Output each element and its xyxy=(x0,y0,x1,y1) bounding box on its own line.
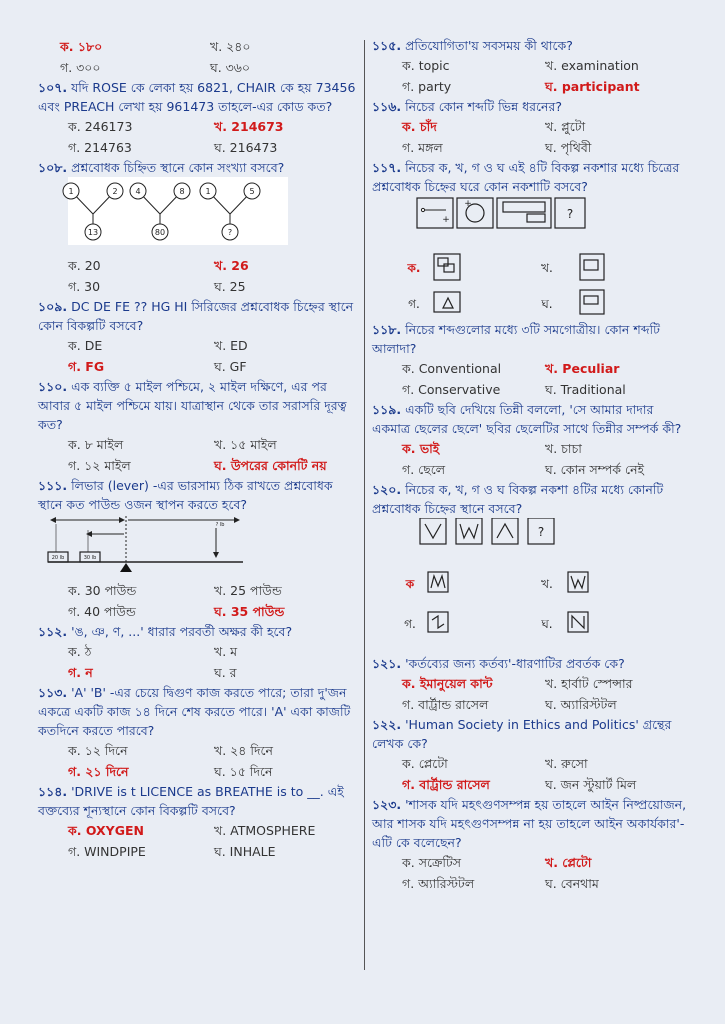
answer-options xyxy=(68,335,360,377)
left-column xyxy=(38,36,360,862)
answer-option: গ. 214763 xyxy=(68,140,132,155)
question-number: ১১১. xyxy=(38,478,68,493)
answer-option: ঘ. 216473 xyxy=(214,140,278,155)
question-body: 'Human Society in Ethics and Politics' গ্রন্থের লেখক কে? xyxy=(372,717,672,751)
answer-option: খ. ATMOSPHERE xyxy=(214,823,316,838)
answer-options xyxy=(402,753,688,795)
question-text xyxy=(372,97,688,116)
correct-answer-option: গ. ন xyxy=(68,665,93,680)
figure-label: 80 xyxy=(154,228,166,237)
figure-label: ? lb xyxy=(215,522,225,528)
question-body: প্রতিযোগিতা'য় সবসময় কী থাকে? xyxy=(401,38,573,53)
right-column xyxy=(372,36,688,894)
answer-option: ঘ. ১৫ দিনে xyxy=(214,764,273,779)
tree-figure xyxy=(38,177,328,247)
figure-label: খ. xyxy=(541,577,553,591)
question-text xyxy=(372,795,688,852)
question-number: ১২২. xyxy=(372,717,402,732)
pattern-box xyxy=(456,518,482,544)
answer-option: ঘ. অ্যারিস্টটল xyxy=(545,697,617,712)
correct-answer-option: খ. 26 xyxy=(214,258,249,273)
answer-option: ক. Conventional xyxy=(402,361,502,376)
question-text xyxy=(372,654,688,673)
figure-label: 20 lb xyxy=(51,555,65,561)
inner-shape xyxy=(438,258,448,266)
inner-shape xyxy=(584,260,598,270)
option-box xyxy=(568,572,588,592)
question-text xyxy=(372,36,688,55)
question-body: নিচের ক, খ, গ ও ঘ এই ৪টি বিকল্প নকশার মধ্যে চিত্রের প্রশ্নবোধক চিহ্নের ঘরে কোন নকশাটি বসবে? xyxy=(372,160,680,194)
question-text xyxy=(38,158,360,177)
arrow-head xyxy=(234,517,240,523)
fulcrum xyxy=(120,563,132,572)
answer-option: ঘ. জন স্টুয়ার্ট মিল xyxy=(545,777,637,792)
answer-option: গ. ৩০০ xyxy=(60,60,101,75)
answer-option: খ. চাচা xyxy=(545,441,582,456)
correct-answer-option: ক. চাঁদ xyxy=(402,119,437,134)
answer-option: ক. ৮ মাইল xyxy=(68,437,124,452)
correct-answer-option: ক. OXYGEN xyxy=(68,823,144,838)
column-divider xyxy=(364,40,365,970)
correct-answer-option: ঘ. 35 পাউন্ড xyxy=(214,604,285,619)
question-number: ১০৭. xyxy=(38,80,68,95)
answer-option: গ. Conservative xyxy=(402,382,501,397)
answer-option: খ. examination xyxy=(545,58,639,73)
answer-options xyxy=(402,358,688,400)
question-figure xyxy=(372,196,688,320)
answer-option: খ. রুসো xyxy=(545,756,588,771)
answer-option: খ. ২৪ দিনে xyxy=(214,743,273,758)
question-body: এক ব্যক্তি ৫ মাইল পশ্চিমে, ২ মাইল দক্ষিণে, এর পর আবার ৫ মাইল পশ্চিমে যায়। যাত্রাস্থান থেকে তার সরাসরি দূরত্ব কত? xyxy=(38,379,347,432)
figure-label: ঘ. xyxy=(541,297,553,311)
answer-option: খ. ED xyxy=(214,338,248,353)
arrow-head xyxy=(119,517,125,523)
answer-option: খ. ১৫ মাইল xyxy=(214,437,277,452)
figure-label: 4 xyxy=(135,187,141,196)
shape xyxy=(432,616,444,628)
shape xyxy=(421,208,424,211)
answer-option: ক. ঠ xyxy=(68,644,92,659)
answer-option: ক. 30 পাউন্ড xyxy=(68,583,137,598)
answer-option: গ. WINDPIPE xyxy=(68,844,146,859)
arrow-head xyxy=(86,531,92,537)
figure-label: ক xyxy=(405,577,415,591)
question-number: ১১৯. xyxy=(372,402,402,417)
question-number: ১১০. xyxy=(38,379,68,394)
answer-option: ঘ. র xyxy=(214,665,237,680)
question-figure xyxy=(38,177,360,255)
correct-answer-option: খ. 214673 xyxy=(214,119,284,134)
answer-option: খ. হার্বাট স্পেন্সার xyxy=(545,676,633,691)
answer-option: ঘ. GF xyxy=(214,359,247,374)
figure-label: খ. xyxy=(541,261,553,275)
figure-label: + xyxy=(442,215,450,225)
answer-options xyxy=(68,641,360,683)
question-text xyxy=(372,158,688,196)
question-body: একটি ছবি দেখিয়ে তিন্নী বললো, 'সে আমার দাদার একমাত্র ছেলের ছেলে' ছবির ছেলেটির সাথে তিন্নীর সম্পর্ক কী? xyxy=(372,402,682,436)
answer-option: ঘ. INHALE xyxy=(214,844,276,859)
answer-option: ঘ. পৃথিবী xyxy=(545,140,592,155)
question-text xyxy=(372,400,688,438)
arrow-head xyxy=(50,517,56,523)
question-body: 'A' 'B' -এর চেয়ে দ্বিগুণ কাজ করতে পারে; তারা দু'জন একত্রে একটি কাজ ১৪ দিনে শেষ করতে পারে। 'A' একা কাজটি কতদিনে করতে পারবে? xyxy=(38,685,351,738)
answer-option: গ. 40 পাউন্ড xyxy=(68,604,136,619)
question-text xyxy=(38,297,360,335)
correct-answer-option: খ. Peculiar xyxy=(545,361,620,376)
figure-label: 13 xyxy=(87,228,99,237)
answer-option: ক. সক্রেটিস xyxy=(402,855,462,870)
answer-option: খ. প্লুটো xyxy=(545,119,586,134)
question-number: ১০৯. xyxy=(38,299,68,314)
question-number: ১২১. xyxy=(372,656,402,671)
answer-option: খ. 25 পাউন্ড xyxy=(214,583,282,598)
correct-answer-option: ক. ১৮০ xyxy=(60,39,103,54)
pattern-figure-120 xyxy=(372,518,672,648)
pattern-box xyxy=(420,518,446,544)
answer-option: ক. 20 xyxy=(68,258,101,273)
answer-option: ঘ. কোন সম্পর্ক নেই xyxy=(545,462,645,477)
lever-figure xyxy=(38,514,248,574)
answer-options xyxy=(68,820,360,862)
question-body: যদি ROSE কে লেকা হয় 6821, CHAIR কে হয় 73456 এবং PREACH লেখা হয় 961473 তাহলে-এর কোড কত? xyxy=(38,80,356,114)
question-number: ১০৮. xyxy=(38,160,68,175)
figure-label: ঘ. xyxy=(541,617,553,631)
question-body: DC DE FE ?? HG HI সিরিজের প্রশ্নবোধক চিহ্নের স্থানে কোন বিকল্পটি বসবে? xyxy=(38,299,354,333)
w-shape xyxy=(460,524,478,538)
correct-answer-option: ক. ভাই xyxy=(402,441,440,456)
option-box xyxy=(434,292,460,312)
answer-option: ক. topic xyxy=(402,58,450,73)
answer-option: ঘ. Traditional xyxy=(545,382,626,397)
answer-option: গ. party xyxy=(402,79,452,94)
question-number: ১১৬. xyxy=(372,99,402,114)
question-number: ১১৮. xyxy=(372,322,402,337)
caret-shape xyxy=(497,524,513,538)
v-shape xyxy=(425,524,441,538)
figure-label: 1 xyxy=(205,187,211,196)
figure-label: ক. xyxy=(407,261,421,275)
question-number: ১১৪. xyxy=(38,784,68,799)
figure-label: 2 xyxy=(112,187,118,196)
question-number: ১১২. xyxy=(38,624,68,639)
question-text xyxy=(38,476,360,514)
question-text xyxy=(38,683,360,740)
answer-options xyxy=(68,740,360,782)
question-text xyxy=(38,377,360,434)
answer-option: খ. ম xyxy=(214,644,238,659)
shape xyxy=(571,576,585,588)
answer-option: ক. DE xyxy=(68,338,103,353)
figure-label: 30 lb xyxy=(83,555,97,561)
answer-option: গ. অ্যারিস্টটল xyxy=(402,876,475,891)
answer-options xyxy=(68,580,360,622)
question-text xyxy=(372,320,688,358)
answer-option: ক. 246173 xyxy=(68,119,133,134)
figure-label: + xyxy=(464,199,472,209)
question-body: 'শাসক যদি মহৎগুণসম্পন্ন হয় তাহলে আইন নিষ্প্রয়োজন, আর শাসক যদি মহৎগুণসম্পন্ন না হয় তাহলে আইন অকার্যকার'-এটি কে বলেছেন? xyxy=(372,797,687,850)
figure-label: ? xyxy=(227,228,233,237)
correct-answer-option: ঘ. উপরের কোনটি নয় xyxy=(214,458,327,473)
question-body: 'DRIVE is t LICENCE as BREATHE is to __. এই বক্তব্যের শূন্যস্থানে কোন বিকল্পটি বসবে? xyxy=(38,784,344,818)
figure-label: 5 xyxy=(249,187,255,196)
answer-option: গ. মঙ্গল xyxy=(402,140,443,155)
triangle xyxy=(443,298,453,308)
answer-option: ক. ১২ দিনে xyxy=(68,743,128,758)
answer-options xyxy=(402,852,688,894)
question-figure xyxy=(372,518,688,654)
inner-shape xyxy=(503,202,545,212)
answer-options xyxy=(68,116,360,158)
answer-options xyxy=(402,438,688,480)
shape xyxy=(572,616,584,628)
question-figure xyxy=(38,514,360,580)
figure-label: গ. xyxy=(408,297,420,311)
answer-options xyxy=(402,116,688,158)
answer-option: গ. ১২ মাইল xyxy=(68,458,131,473)
correct-answer-option: ঘ. participant xyxy=(545,79,640,94)
question-number: ১২০. xyxy=(372,482,402,497)
figure-label: গ. xyxy=(404,617,416,631)
question-text xyxy=(372,480,688,518)
pattern-box xyxy=(492,518,518,544)
question-number: ১১৭. xyxy=(372,160,402,175)
option-box xyxy=(428,572,448,592)
question-text xyxy=(38,782,360,820)
correct-answer-option: গ. বার্ট্রান্ড রাসেল xyxy=(402,777,490,792)
arrow-head xyxy=(213,552,219,558)
inner-shape xyxy=(584,296,598,304)
correct-answer-option: গ. FG xyxy=(68,359,105,374)
question-text xyxy=(372,715,688,753)
correct-answer-option: গ. ২১ দিনে xyxy=(68,764,129,779)
correct-answer-option: ক. ইমানুয়েল কান্ট xyxy=(402,676,493,691)
question-body: প্রশ্নবোধক চিহ্নিত স্থানে কোন সংখ্যা বসবে? xyxy=(67,160,285,175)
question-body: 'কর্তব্যের জন্য কর্তব্য'-ধারণাটির প্রবর্তক কে? xyxy=(401,656,625,671)
figure-label: ? xyxy=(566,207,574,221)
figure-label: 1 xyxy=(68,187,74,196)
question-number: ১১৩. xyxy=(38,685,68,700)
answer-option: খ. ২৪০ xyxy=(210,39,251,54)
pattern-box xyxy=(457,198,493,228)
figure-label: ? xyxy=(537,525,545,539)
answer-options xyxy=(68,434,360,476)
question-body: নিচের কোন শব্দটি ভিন্ন ধরনের? xyxy=(401,99,563,114)
answer-options xyxy=(60,36,360,78)
inner-shape xyxy=(444,264,454,272)
answer-options xyxy=(68,255,360,297)
answer-options xyxy=(402,673,688,715)
figure-label: 8 xyxy=(179,187,185,196)
answer-option: গ. বার্ট্রান্ড রাসেল xyxy=(402,697,489,712)
answer-options xyxy=(402,55,688,97)
answer-option: ঘ. 25 xyxy=(214,279,246,294)
question-number: ১১৫. xyxy=(372,38,402,53)
question-number: ১২৩. xyxy=(372,797,402,812)
correct-answer-option: খ. প্লেটো xyxy=(545,855,592,870)
answer-option: ঘ. ৩৬০ xyxy=(210,60,251,75)
question-text xyxy=(38,622,360,641)
answer-option: গ. ছেলে xyxy=(402,462,446,477)
answer-option: গ. 30 xyxy=(68,279,101,294)
question-body: লিভার (lever) -এর ভারসাম্য ঠিক রাখতে প্রশ্নবোধক স্থানে কত পাউন্ড ওজন স্থাপন করতে হবে? xyxy=(38,478,333,512)
pattern-figure-117 xyxy=(372,196,672,316)
question-body: নিচের ক, খ, গ ও ঘ বিকল্প নকশা ৪টির মধ্যে কোনটি প্রশ্নবোধক চিহ্নের স্থানে বসবে? xyxy=(372,482,664,516)
question-text xyxy=(38,78,360,116)
answer-option: ক. প্লেটো xyxy=(402,756,448,771)
question-body: 'ঙ, ঞ, ণ, ...' ধারার পরবর্তী অক্ষর কী হবে? xyxy=(67,624,293,639)
inner-shape xyxy=(527,214,545,222)
answer-option: ঘ. বেনথাম xyxy=(545,876,599,891)
question-body: নিচের শব্দগুলোর মধ্যে ৩টি সমগোত্রীয়। কোন শব্দটি আলাদা? xyxy=(372,322,660,356)
shape xyxy=(431,576,445,588)
